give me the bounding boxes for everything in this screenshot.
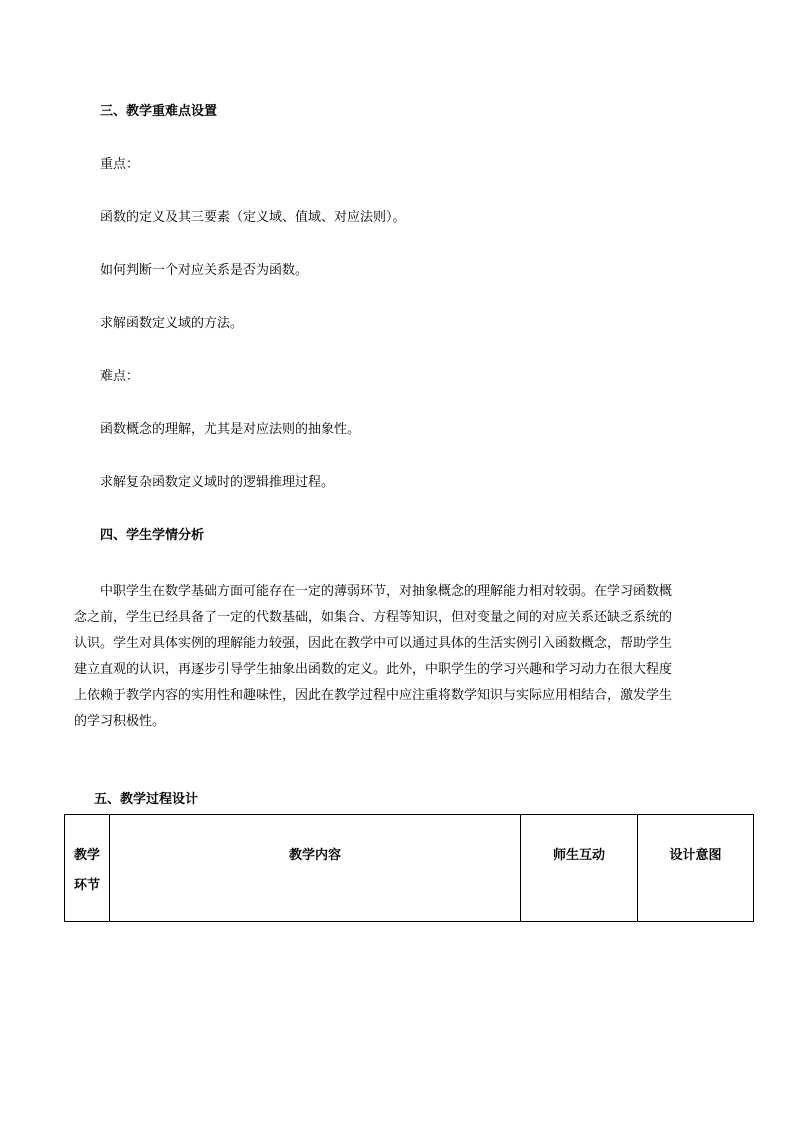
difficult-points-label: 难点： (100, 369, 140, 384)
header-teaching-stage-line2: 环节 (73, 878, 100, 893)
header-teacher-student-interaction (521, 815, 638, 922)
section5-title: 五、教学过程设计 (94, 792, 199, 807)
header-teaching-content (110, 815, 521, 922)
header-teaching-stage (65, 815, 110, 922)
header-teaching-content-label: 教学内容 (288, 848, 341, 863)
student-analysis-paragraph (74, 579, 725, 735)
section3-title: 三、教学重难点设置 (100, 104, 218, 119)
key-point-2: 如何判断一个对应关系是否为函数。 (100, 263, 309, 278)
section4-title: 四、学生学情分析 (100, 528, 205, 543)
header-design-intent (638, 815, 754, 922)
paragraph-line: 中职学生在数学基础方面可能存在一定的薄弱环节，对抽象概念的理解能力相对较弱。在学习函数概 (100, 584, 673, 599)
difficult-point-2: 求解复杂函数定义域时的逻辑推理过程。 (100, 475, 335, 490)
header-teaching-stage-line1: 教学 (73, 848, 100, 863)
paragraph-line: 念之前，学生已经具备了一定的代数基础，如集合、方程等知识，但对变量之间的对应关系还缺乏系统的 (74, 610, 673, 625)
table-header-row (65, 815, 754, 922)
key-points-label: 重点： (100, 157, 140, 172)
difficult-point-1: 函数概念的理解，尤其是对应法则的抽象性。 (100, 422, 361, 437)
paragraph-line: 建立直观的认识，再逐步引导学生抽象出函数的定义。此外，中职学生的学习兴趣和学习动力在很大程度 (74, 662, 673, 677)
teaching-process-table (64, 814, 754, 922)
key-point-3: 求解函数定义域的方法。 (100, 316, 244, 331)
paragraph-line: 认识。学生对具体实例的理解能力较强，因此在教学中可以通过具体的生活实例引入函数概念，帮助学生 (74, 636, 673, 651)
paragraph-line: 上依赖于教学内容的实用性和趣味性，因此在教学过程中应注重将数学知识与实际应用相结合，激发学生 (74, 688, 673, 703)
paragraph-line: 的学习积极性。 (74, 714, 166, 729)
header-interaction-label: 师生互动 (552, 848, 605, 863)
header-design-intent-label: 设计意图 (669, 848, 722, 863)
key-point-1: 函数的定义及其三要素（定义域、值域、对应法则）。 (100, 210, 406, 225)
